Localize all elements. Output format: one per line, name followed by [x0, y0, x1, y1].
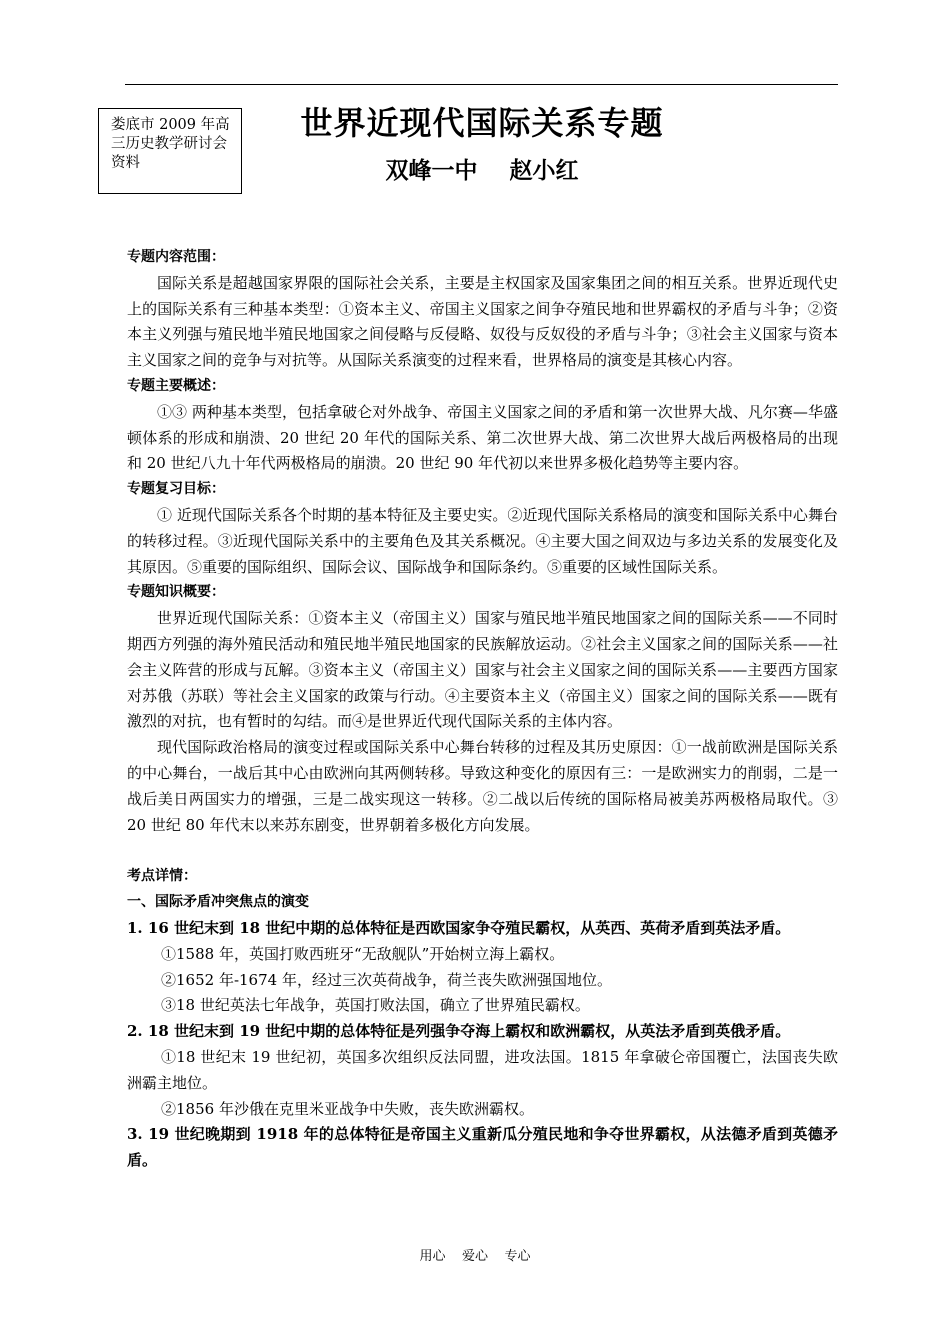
page-title: 世界近现代国际关系专题 — [300, 104, 664, 142]
source-note-box — [98, 108, 242, 194]
item2-title: 2. 18 世纪末到 19 世纪中期的总体特征是列强争夺海上霸权和欧洲霸权，从英法矛盾到英俄矛盾。 — [127, 1022, 791, 1041]
knowledge-heading: 专题知识概要： — [127, 584, 225, 601]
details-heading: 考点详情： — [127, 868, 197, 885]
scope-heading: 专题内容范围： — [127, 249, 225, 265]
part1-heading: 一、国际矛盾冲突焦点的演变 — [127, 894, 309, 911]
item1-point-b: ②1652 年-1674 年，经过三次英荷战争，荷兰丧失欧洲强国地位。 — [161, 970, 612, 989]
header-rule — [125, 84, 838, 85]
goals-paragraph: ① 近现代国际关系各个时期的基本特征及主要史实。②近现代国际关系格局的演变和国际关系中心舞台的转移过程。③近现代国际关系中的主要角色及其关系概况。④主要大国之间双边与多边关系的发展变化及其原因。⑤重要的国际组织、国际会议、国际战争和国际条约。⑤重要的区域性国际关系。 — [127, 505, 838, 576]
goals-heading: 专题复习目标： — [127, 481, 225, 498]
source-note-text: 娄底市 2009 年高三历史教学研讨会资料 — [111, 117, 230, 171]
item1-point-a: ①1588 年，英国打败西班牙“无敌舰队”开始树立海上霸权。 — [161, 944, 565, 963]
knowledge-paragraph-2: 现代国际政治格局的演变过程或国际关系中心舞台转移的过程及其历史原因：①一战前欧洲是国际关系的中心舞台，一战后其中心由欧洲向其两侧转移。导致这种变化的原因有三：一是欧洲实力的削弱，二是一战后美日两国实力的增强，三是二战实现这一转移。②二战以后传统的国际格局被美苏两极格局取代。③ 20 世纪 80 年代末以来苏东剧变，世界朝着多极化方向发展。 — [127, 738, 838, 834]
item3-title: 3. 19 世纪晚期到 1918 年的总体特征是帝国主义重新瓜分殖民地和争夺世界霸权，从法德矛盾到英德矛盾。 — [127, 1125, 838, 1170]
scope-paragraph: 国际关系是超越国家界限的国际社会关系，主要是主权国家及国家集团之间的相互关系。世界近现代史上的国际关系有三种基本类型：①资本主义、帝国主义国家之间争夺殖民地和世界霸权的矛盾与斗争；②资本主义列强与殖民地半殖民地国家之间侵略与反侵略、奴役与反奴役的矛盾与斗争；③社会主义国家与资本主义国家之间的竞争与对抗等。从国际关系演变的过程来看，世界格局的演变是其核心内容。 — [127, 273, 838, 370]
overview-paragraph: ①③ 两种基本类型，包括拿破仑对外战争、帝国主义国家之间的矛盾和第一次世界大战、凡尔赛—华盛顿体系的形成和崩溃、20 世纪 20 年代的国际关系、第二次世界大战、第二次世界大战后两极格局的出现和 20 世纪八九十年代两极格局的崩溃。20 世纪 90 年代初以来世界多极化趋势等主要内容。 — [127, 402, 838, 473]
author-line: 双峰一中 赵小红 — [385, 158, 579, 184]
item1-title: 1. 16 世纪末到 18 世纪中期的总体特征是西欧国家争夺殖民霸权，从英西、英荷矛盾到英法矛盾。 — [127, 918, 791, 937]
spacer — [127, 838, 838, 864]
item2-point-a: ①18 世纪末 19 世纪初，英国多次组织反法同盟，进攻法国。1815 年拿破仑帝国覆亡，法国丧失欧洲霸主地位。 — [127, 1047, 838, 1092]
document-body — [127, 245, 838, 1174]
item1-point-c: ③18 世纪英法七年战争，英国打败法国，确立了世界殖民霸权。 — [161, 996, 590, 1015]
page-footer: 用心 爱心 专心 — [419, 1249, 531, 1264]
overview-heading: 专题主要概述： — [127, 377, 225, 394]
knowledge-paragraph-1: 世界近现代国际关系：①资本主义（帝国主义）国家与殖民地半殖民地国家之间的国际关系——不同时期西方列强的海外殖民活动和殖民地半殖民地国家的民族解放运动。②社会主义国家之间的国际关系——社会主义阵营的形成与瓦解。③资本主义（帝国主义）国家与社会主义国家之间的国际关系——主要西方国家对苏俄（苏联）等社会主义国家的政策与行动。④主要资本主义（帝国主义）国家之间的国际关系——既有激烈的对抗，也有暂时的勾结。而④是世界近代现代国际关系的主体内容。 — [127, 609, 838, 731]
item2-point-b: ②1856 年沙俄在克里米亚战争中失败，丧失欧洲霸权。 — [161, 1099, 534, 1118]
